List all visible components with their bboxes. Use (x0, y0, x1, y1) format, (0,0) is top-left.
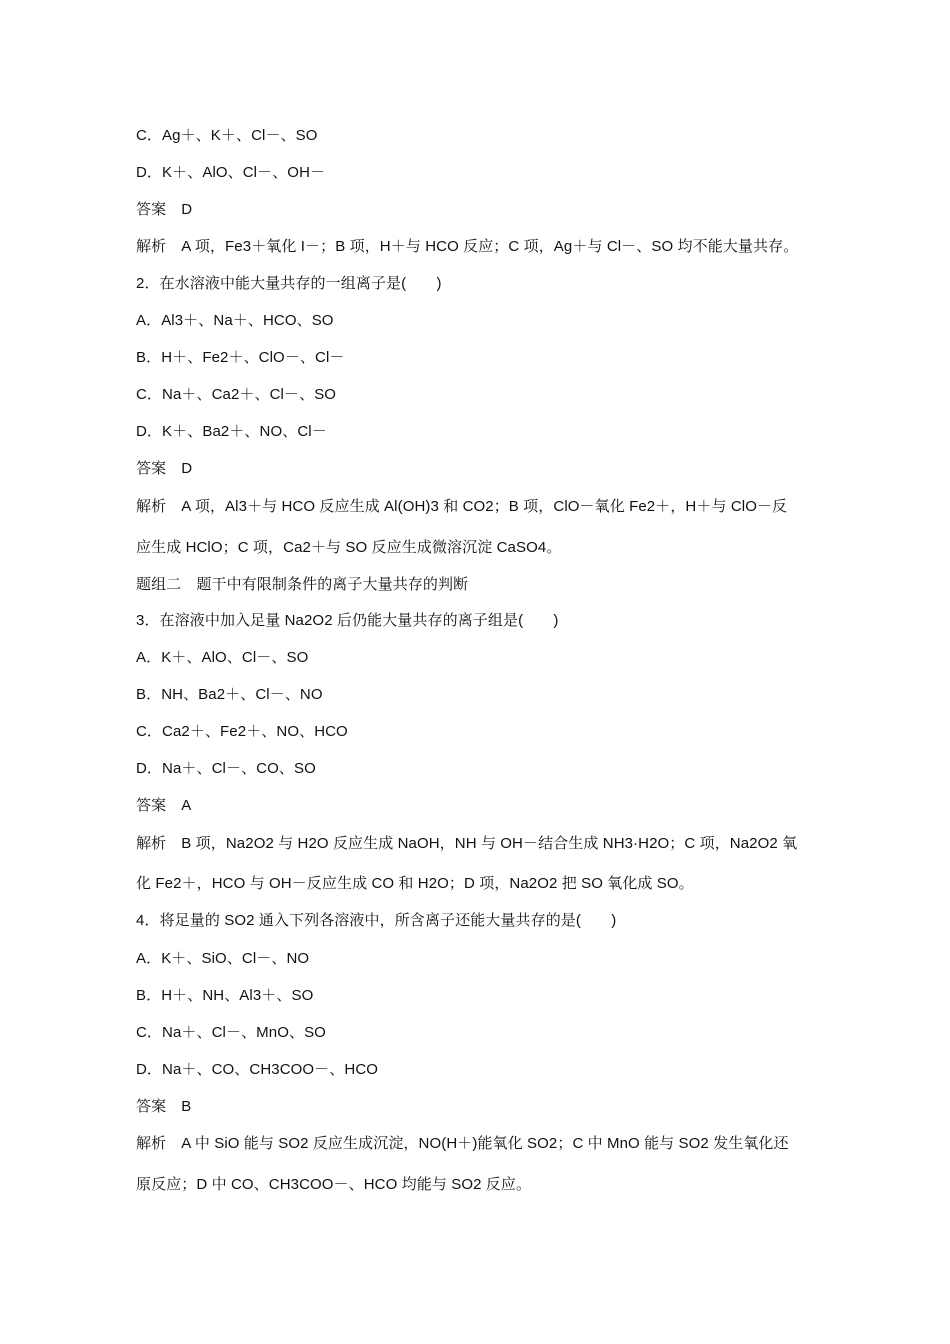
answer-4: 答案 B (136, 1098, 192, 1115)
analysis-1: 解析 A 项，Fe3＋氧化 I－；B 项，H＋与 HCO 反应；C 项，Ag＋与 Cl－、SO 均不能大量共存。 (136, 238, 799, 255)
analysis-2-line-2: 应生成 HClO；C 项，Ca2＋与 SO 反应生成微溶沉淀 CaSO4。 (136, 539, 562, 556)
question-2: 2．在水溶液中能大量共存的一组离子是( ) (136, 275, 442, 292)
answer-3: 答案 A (136, 797, 192, 814)
option-4a: A．K＋、SiO、Cl－、NO (136, 950, 310, 967)
answer-2: 答案 D (136, 460, 193, 477)
analysis-3-line-2: 化 Fe2＋，HCO 与 OH－反应生成 CO 和 H2O；D 项，Na2O2 把 SO 氧化成 SO。 (136, 875, 694, 892)
analysis-3-line-1: 解析 B 项，Na2O2 与 H2O 反应生成 NaOH，NH 与 OH－结合生成 NH3·H2O；C 项，Na2O2 氧 (136, 835, 798, 852)
option-1d: D．K＋、AlO、Cl－、OH－ (136, 164, 326, 181)
option-2b: B．H＋、Fe2＋、ClO－、Cl－ (136, 349, 345, 366)
analysis-2-line-1: 解析 A 项，Al3＋与 HCO 反应生成 Al(OH)3 和 CO2；B 项，ClO－氧化 Fe2＋，H＋与 ClO－反 (136, 498, 788, 515)
analysis-4-line-2: 原反应；D 中 CO、CH3COO－、HCO 均能与 SO2 反应。 (136, 1176, 532, 1193)
option-4d: D．Na＋、CO、CH3COO－、HCO (136, 1061, 379, 1078)
option-3c: C．Ca2＋、Fe2＋、NO、HCO (136, 723, 348, 740)
option-4c: C．Na＋、Cl－、MnO、SO (136, 1024, 326, 1041)
option-2c: C．Na＋、Ca2＋、Cl－、SO (136, 386, 337, 403)
option-1c: C．Ag＋、K＋、Cl－、SO (136, 127, 318, 144)
question-3: 3．在溶液中加入足量 Na2O2 后仍能大量共存的离子组是( ) (136, 612, 559, 629)
option-3a: A．K＋、AlO、Cl－、SO (136, 649, 309, 666)
analysis-4-line-1: 解析 A 中 SiO 能与 SO2 反应生成沉淀，NO(H＋)能氧化 SO2；C 中 MnO 能与 SO2 发生氧化还 (136, 1135, 789, 1152)
option-2a: A．Al3＋、Na＋、HCO、SO (136, 312, 334, 329)
answer-1: 答案 D (136, 201, 193, 218)
option-4b: B．H＋、NH、Al3＋、SO (136, 987, 314, 1004)
option-2d: D．K＋、Ba2＋、NO、Cl－ (136, 423, 327, 440)
option-3b: B．NH、Ba2＋、Cl－、NO (136, 686, 323, 703)
section-heading: 题组二 题干中有限制条件的离子大量共存的判断 (136, 576, 469, 593)
question-4: 4．将足量的 SO2 通入下列各溶液中，所含离子还能大量共存的是( ) (136, 912, 617, 929)
option-3d: D．Na＋、Cl－、CO、SO (136, 760, 316, 777)
